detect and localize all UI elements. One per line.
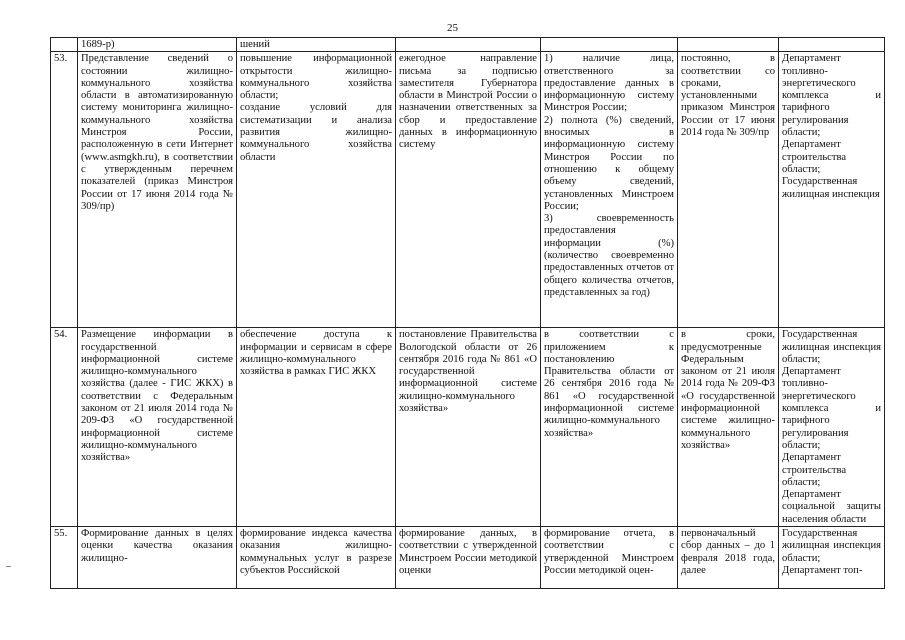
cell-result: формирование индекса качества оказания жилищно-коммунальных услуг в разрезе субъектов Российской xyxy=(237,527,396,589)
cell-num: 55. xyxy=(51,527,78,589)
page-number: 25 xyxy=(447,22,458,34)
cell-deadline: постоянно, в соответствии со сроками, установленными приказом Минстроя России от 17 июня 2014 года № 309/пр xyxy=(678,52,779,328)
cell-document: ежегодное направление письма за подписью заместителя Губернатора области в Минстрой России о назначении ответственных за сбор и предоставление данных в информационную систему xyxy=(396,52,541,328)
cell-measure: Представление сведений о состоянии жилищно-коммунального хозяйства области в автоматизированную систему мониторинга жилищно-коммунального хозяйства Минстроя России, расположенную в сети Интернет (www.asmgkh.ru), в соответствии с утвержденным перечнем показателей (приказ Минстроя России от 17 июня 2014 года № 309/пр) xyxy=(78,52,237,328)
cell-deadline xyxy=(678,38,779,52)
cell-num: 54. xyxy=(51,328,78,527)
cell-measure: Размещение информации в государственной информационной системе жилищно-коммунального хозяйства (далее - ГИС ЖКХ) в соответствии с Федеральным законом от 21 июля 2014 года № 209-ФЗ «О государственной информационной системе жилищно-коммунального хозяйства» xyxy=(78,328,237,527)
cell-deadline: первоначальный сбор данных – до 1 февраля 2018 года, далее xyxy=(678,527,779,589)
cell-result: обеспечение доступа к информации и сервисам в сфере жилищно-коммунального хозяйства в рамках ГИС ЖКХ xyxy=(237,328,396,527)
cell-document: постановление Правительства Вологодской области от 26 сентября 2016 года № 861 «О государственной информационной системе жилищно-коммунального хозяйства» xyxy=(396,328,541,527)
cell-indicator: формирование отчета, в соответствии с утвержденной Минстроем России методикой оцен- xyxy=(541,527,678,589)
cell-num: 53. xyxy=(51,52,78,328)
cell-responsible xyxy=(779,38,885,52)
measures-table xyxy=(50,37,885,589)
cell-result: повышение информационной открытости жилищно-коммунального хозяйства области; создание условий для систематизации и анализа развития жилищно-коммунального хозяйства области xyxy=(237,52,396,328)
cell-document: формирование данных, в соответствии с утвержденной Минстроем России методикой оценки xyxy=(396,527,541,589)
cell-measure: 1689-р) xyxy=(78,38,237,52)
table-row-continuation xyxy=(51,38,885,52)
cell-deadline: в сроки, предусмотренные Федеральным законом от 21 июля 2014 года № 209-ФЗ «О государственной информационной системе жилищно-коммунального хозяйства» xyxy=(678,328,779,527)
cell-result: шений xyxy=(237,38,396,52)
cell-document xyxy=(396,38,541,52)
table-row xyxy=(51,52,885,328)
table-row xyxy=(51,527,885,589)
cell-num xyxy=(51,38,78,52)
cell-indicator: 1) наличие лица, ответственного за предоставление данных в информационную систему Минстроя России; 2) полнота (%) сведений, вносимых в информационную систему Минстроя России по отношению к общему объему сведений, установленных Минстроем России; 3) своевременность предоставления информации (%) (количество своевременно предоставленных отчетов от общего количества отчетов, представленных за год) xyxy=(541,52,678,328)
cell-indicator xyxy=(541,38,678,52)
margin-mark: – xyxy=(6,561,11,572)
cell-responsible: Департамент топливно-энергетического комплекса и тарифного регулирования области; Департамент строительства области; Государственная жилищная инспекция xyxy=(779,52,885,328)
cell-measure: Формирование данных в целях оценки качества оказания жилищно- xyxy=(78,527,237,589)
cell-indicator: в соответствии с приложением к постановлению Правительства области от 26 сентября 2016 года № 861 «О государственной информационной системе жилищно-коммунального хозяйства» xyxy=(541,328,678,527)
table-row xyxy=(51,328,885,527)
cell-responsible: Государственная жилищная инспекция области; Департамент топливно-энергетического комплекса и тарифного регулирования области; Департамент строительства области; Департамент социальной защиты населения области xyxy=(779,328,885,527)
cell-responsible: Государственная жилищная инспекция области; Департамент топ- xyxy=(779,527,885,589)
